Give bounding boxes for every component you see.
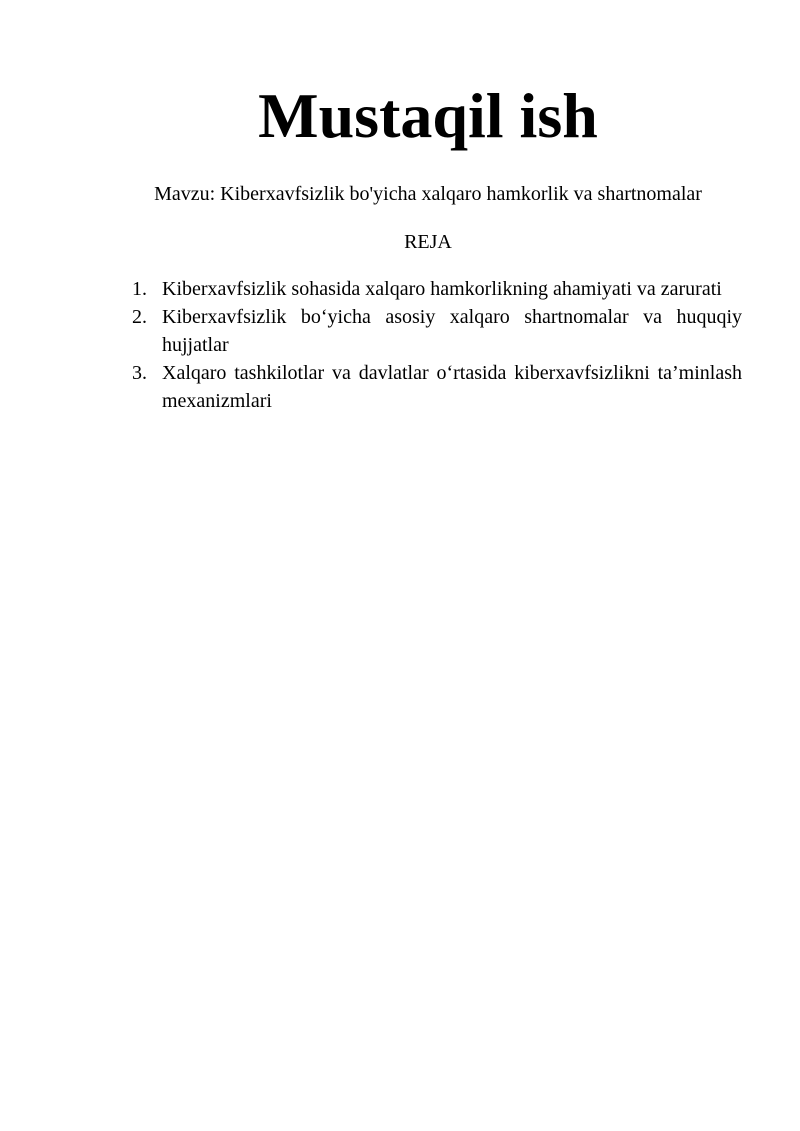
plan-item-text: Xalqaro tashkilotlar va davlatlar o‘rtasida kiberxavfsizlikni ta’minlash mexanizmlari — [162, 362, 742, 412]
plan-heading: REJA — [404, 231, 452, 253]
document-title: Mustaqil ish — [258, 80, 598, 151]
plan-item-number: 1. — [132, 278, 147, 300]
plan-item-number: 2. — [132, 306, 147, 328]
plan-item — [132, 275, 742, 303]
plan-item-text: Kiberxavfsizlik bo‘yicha asosiy xalqaro shartnomalar va huquqiy hujjatlar — [162, 306, 742, 356]
document-subject: Mavzu: Kiberxavfsizlik bo'yicha xalqaro hamkorlik va shartnomalar — [154, 183, 702, 205]
plan-item — [132, 359, 742, 415]
plan-item — [132, 303, 742, 359]
plan-item-text: Kiberxavfsizlik sohasida xalqaro hamkorlikning ahamiyati va zarurati — [162, 278, 722, 300]
plan-item-number: 3. — [132, 362, 147, 384]
plan-list — [132, 275, 742, 415]
